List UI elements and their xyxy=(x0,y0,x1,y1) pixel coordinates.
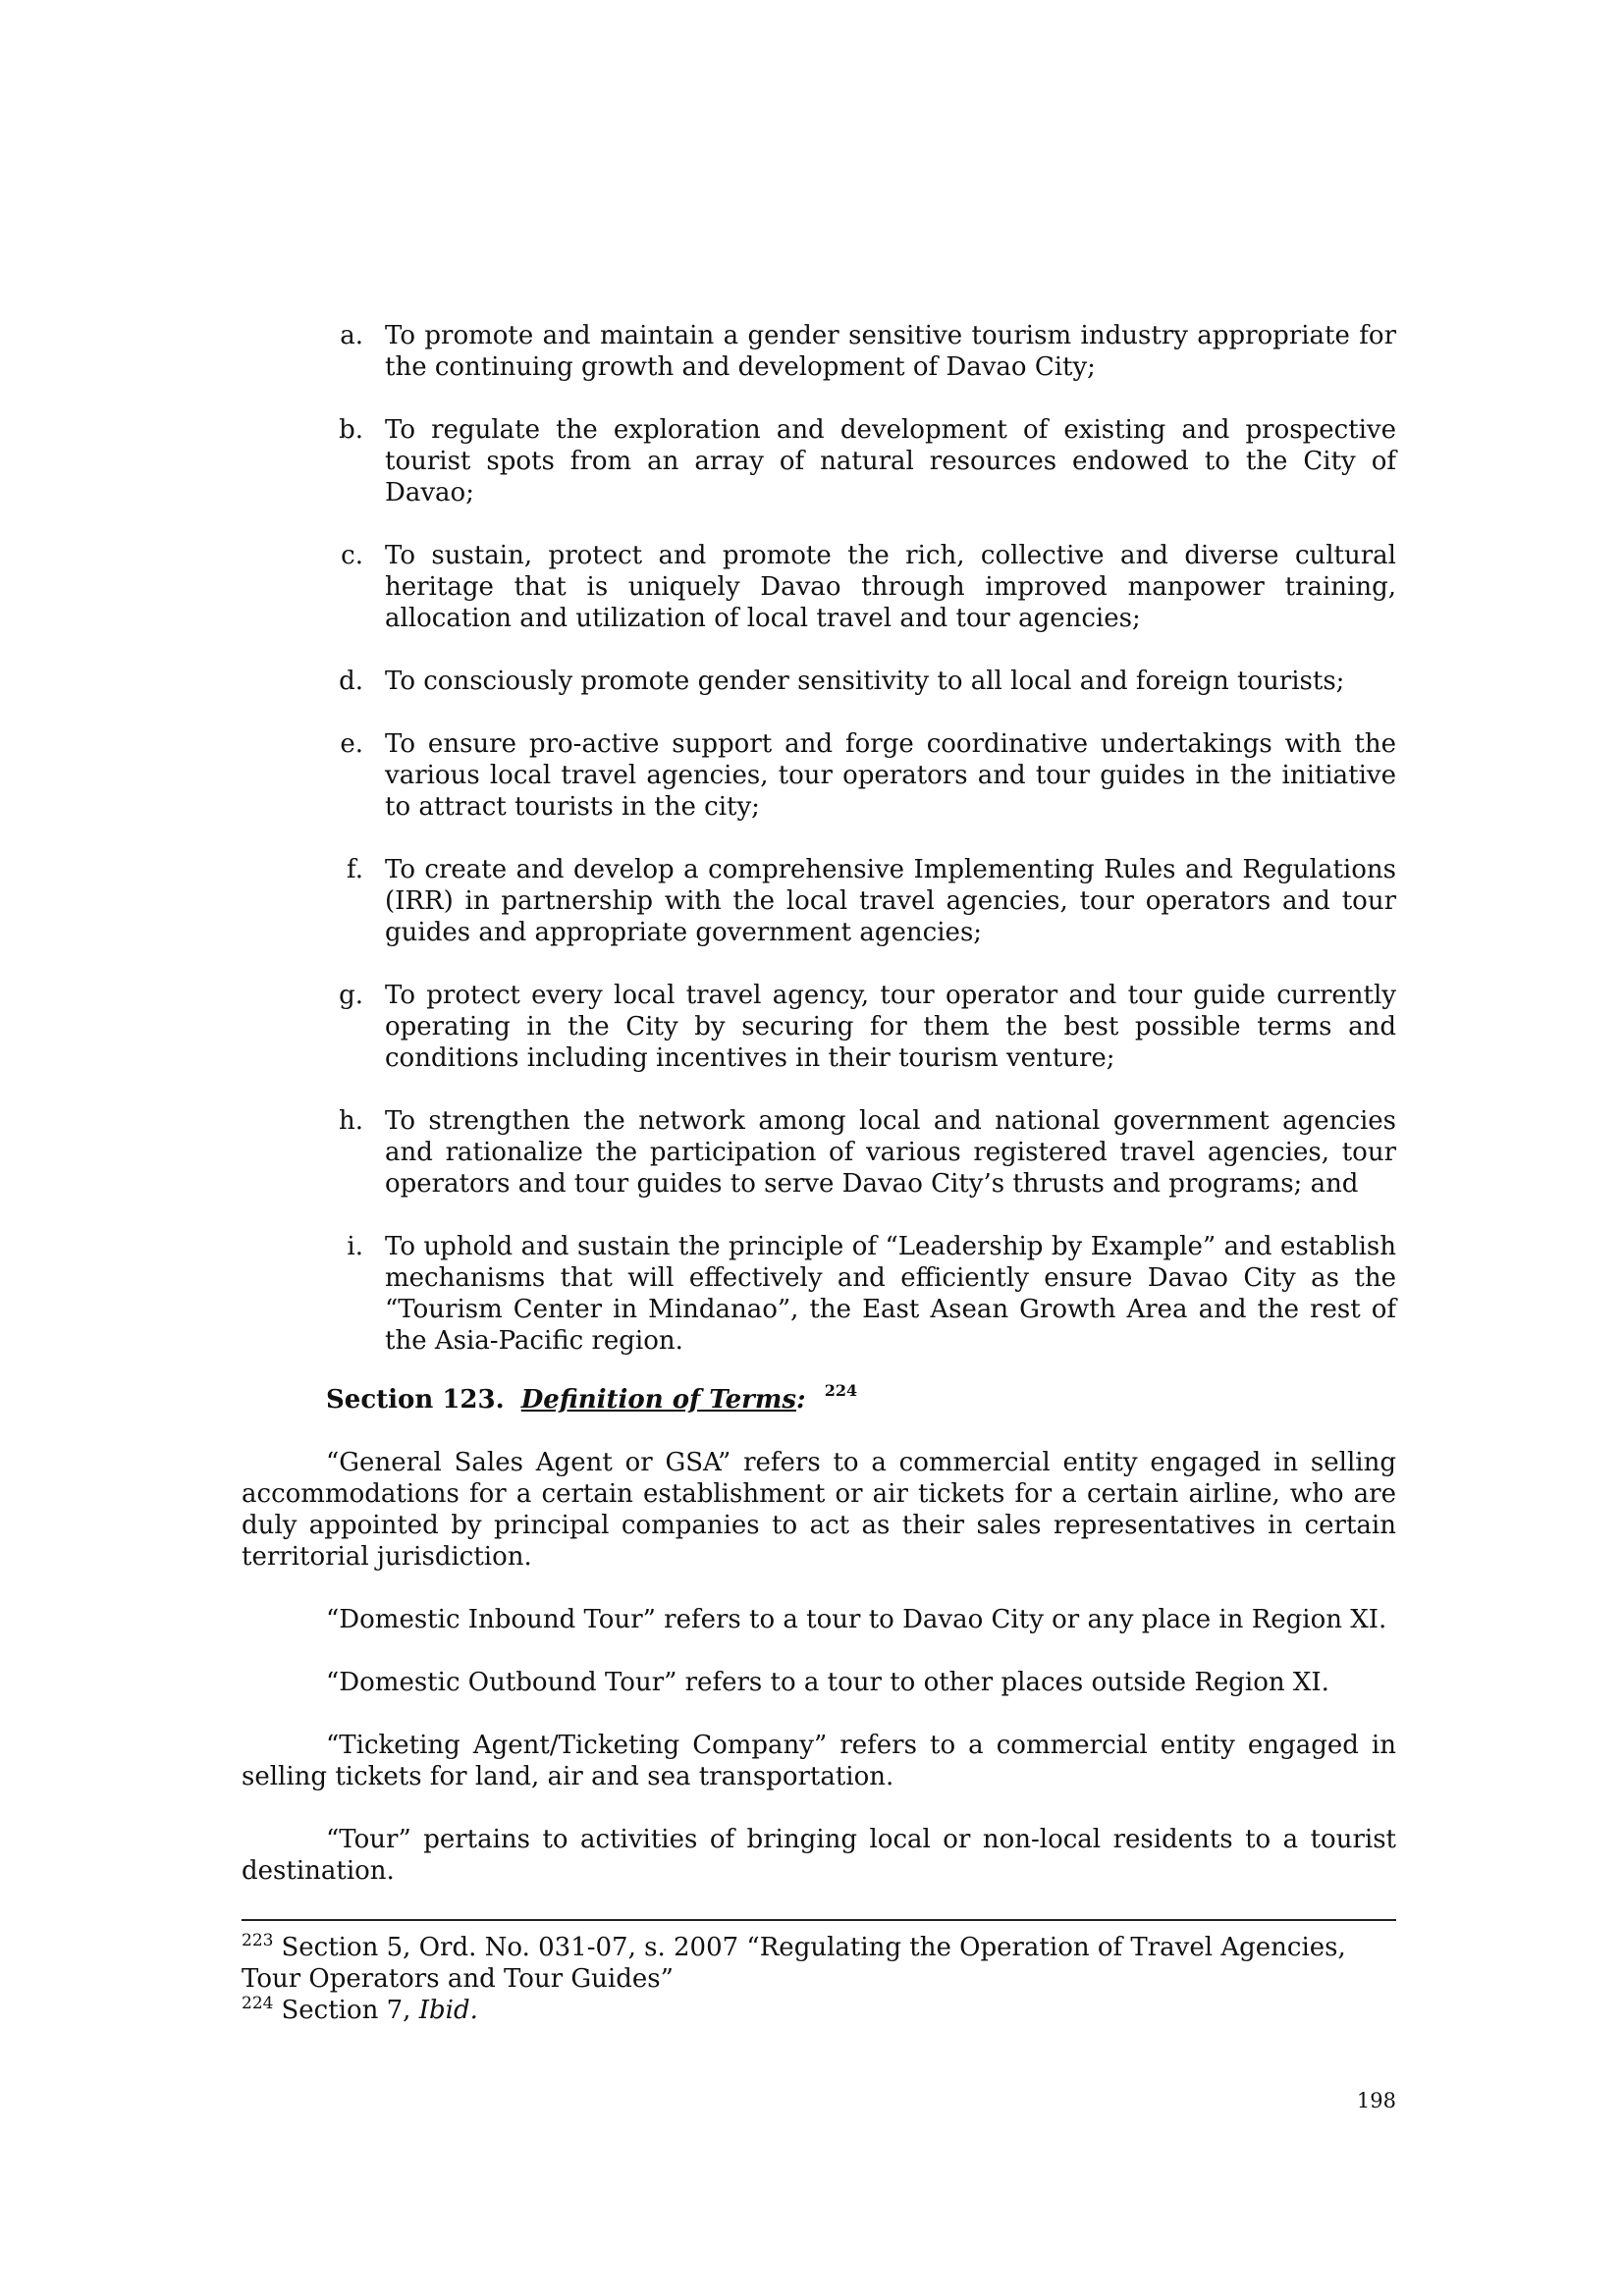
footnote-divider xyxy=(242,1919,1396,1921)
list-item-text: To protect every local travel agency, tour operator and tour guide currently operating in the City by securing for them the best possible terms and conditions including incentives in their tourism venture; xyxy=(385,981,1396,1073)
footnotes xyxy=(242,1932,1396,2026)
page-number: 198 xyxy=(1356,2089,1396,2112)
footnote-italic-text: Ibid. xyxy=(418,1996,478,2025)
section-title: Definition of Terms xyxy=(520,1385,797,1415)
definition-paragraph: “Tour” pertains to activities of bringing local or non-local residents to a tourist destination. xyxy=(242,1825,1396,1886)
list-item-text: To strengthen the network among local and national government agencies and rationalize the participation of various registered travel agencies, tour operators and tour guides to serve Davao City’s thrusts and programs; and xyxy=(385,1106,1396,1199)
definition-paragraph: “General Sales Agent or GSA” refers to a commercial entity engaged in selling accommodations for a certain establishment or air tickets for a certain airline, who are duly appointed by principal companies to act as their sales representatives in certain territorial jurisdiction. xyxy=(242,1448,1396,1572)
list-item-text: To uphold and sustain the principle of “Leadership by Example” and establish mechanisms that will effectively and efficiently ensure Davao City as the “Tourism Center in Mindanao”, the East Asean Growth Area and the rest of the Asia-Pacific region. xyxy=(385,1232,1396,1356)
list-item-text: To create and develop a comprehensive Implementing Rules and Regulations (IRR) in partnership with the local travel agencies, tour operators and tour guides and appropriate government agencies; xyxy=(385,855,1396,947)
list-item-letter: i. xyxy=(347,1232,363,1261)
list-item-text: To consciously promote gender sensitivity to all local and foreign tourists; xyxy=(385,667,1345,696)
list-item-text: To ensure pro-active support and forge coordinative undertakings with the various local travel agencies, tour operators and tour guides in the initiative to attract tourists in the city; xyxy=(385,729,1396,822)
list-item xyxy=(324,1105,1396,1200)
list-item xyxy=(324,854,1396,948)
footnote xyxy=(242,1995,1396,2026)
list-item xyxy=(324,1231,1396,1357)
section-number: Section 123. xyxy=(326,1385,505,1415)
list-item-letter: e. xyxy=(340,729,363,759)
footnote-reference: 224 xyxy=(824,1381,858,1400)
definition-paragraph: “Domestic Outbound Tour” refers to a tour to other places outside Region XI. xyxy=(326,1668,1329,1697)
list-item-letter: c. xyxy=(341,541,363,570)
list-item xyxy=(324,320,1396,383)
definition-paragraph: “Domestic Inbound Tour” refers to a tour to Davao City or any place in Region XI. xyxy=(326,1605,1387,1634)
list-item xyxy=(324,728,1396,823)
list-item-letter: b. xyxy=(339,415,363,445)
footnote xyxy=(242,1932,1396,1995)
list-item-letter: a. xyxy=(340,321,363,350)
definition-paragraph: “Ticketing Agent/Ticketing Company” refers to a commercial entity engaged in selling tickets for land, air and sea transportation. xyxy=(242,1731,1396,1791)
list-item-letter: f. xyxy=(347,855,363,884)
list-item xyxy=(324,414,1396,508)
list-item-text: To regulate the exploration and development of existing and prospective tourist spots from an array of natural resources endowed to the City of Davao; xyxy=(385,415,1396,507)
list-item-letter: h. xyxy=(338,1106,363,1136)
list-item-letter: g. xyxy=(339,981,363,1010)
footnote-number: 223 xyxy=(242,1931,274,1950)
footnote-number: 224 xyxy=(242,1994,274,2013)
list-item-text: To sustain, protect and promote the rich, collective and diverse cultural heritage that is uniquely Davao through improved manpower training, allocation and utilization of local travel and tour agencies; xyxy=(385,541,1396,633)
footnote-text: Section 5, Ord. No. 031-07, s. 2007 “Regulating the Operation of Travel Agencies, Tour Operators and Tour Guides” xyxy=(242,1933,1346,1994)
definitions xyxy=(242,1447,1396,1918)
section-title-colon: : xyxy=(796,1385,806,1415)
list-item-text: To promote and maintain a gender sensitive tourism industry appropriate for the continuing growth and development of Davao City; xyxy=(385,321,1396,382)
objectives-list xyxy=(324,320,1396,1388)
list-item-letter: d. xyxy=(339,667,363,696)
list-item xyxy=(324,540,1396,634)
list-item xyxy=(324,980,1396,1074)
section-heading xyxy=(326,1381,858,1415)
footnote-text: Section 7, xyxy=(281,1996,419,2025)
list-item xyxy=(324,666,1396,697)
